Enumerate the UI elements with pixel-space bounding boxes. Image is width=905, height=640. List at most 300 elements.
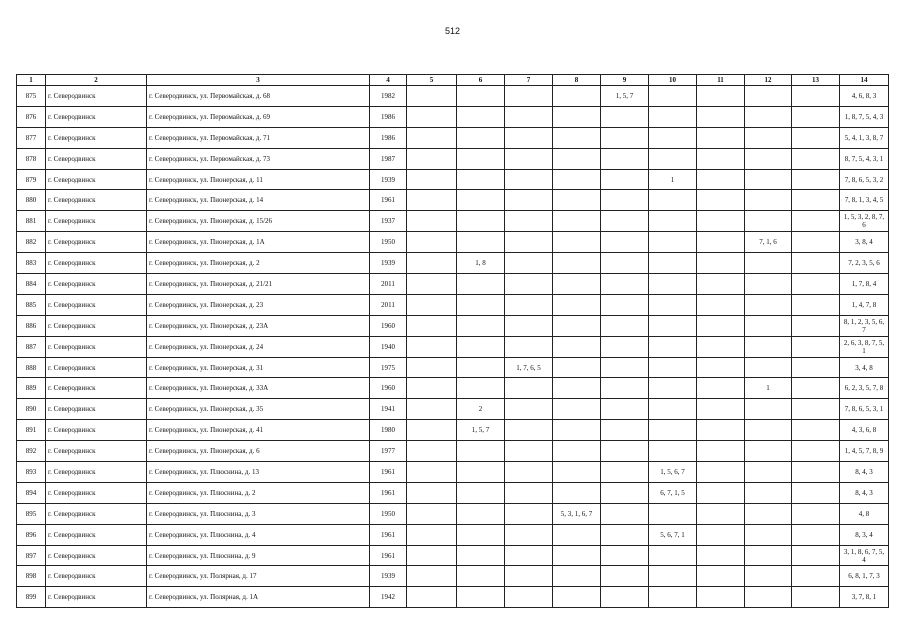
col8-cell: [553, 106, 601, 127]
city-cell: г. Северодвинск: [46, 190, 147, 211]
col11-cell: [697, 524, 745, 545]
col13-cell: [792, 399, 840, 420]
table-row: [17, 378, 889, 399]
col5-cell: [407, 253, 457, 274]
col10-cell: [649, 566, 697, 587]
col5-cell: [407, 232, 457, 253]
col14-cell: 3, 8, 4: [840, 232, 889, 253]
col12-cell: [745, 482, 792, 503]
col9-cell: [601, 482, 649, 503]
col7-cell: [505, 232, 553, 253]
col5-cell: [407, 378, 457, 399]
col12-cell: [745, 253, 792, 274]
address-cell: г. Северодвинск, ул. Первомайская, д. 71: [147, 127, 370, 148]
address-cell: г. Северодвинск, ул. Плюснина, д. 4: [147, 524, 370, 545]
table-row: [17, 399, 889, 420]
col6-cell: [457, 378, 505, 399]
col14-cell: 4, 6, 8, 3: [840, 86, 889, 107]
col14-cell: 8, 1, 2, 3, 5, 6, 7: [840, 315, 889, 336]
column-header: 4: [370, 75, 407, 86]
address-cell: г. Северодвинск, ул. Пионерская, д. 33А: [147, 378, 370, 399]
year-cell: 1961: [370, 524, 407, 545]
city-cell: г. Северодвинск: [46, 357, 147, 378]
col14-cell: 8, 3, 4: [840, 524, 889, 545]
address-cell: г. Северодвинск, ул. Пионерская, д. 1А: [147, 232, 370, 253]
table-row: [17, 545, 889, 566]
col6-cell: [457, 482, 505, 503]
col9-cell: [601, 462, 649, 483]
col10-cell: [649, 441, 697, 462]
col12-cell: [745, 545, 792, 566]
col8-cell: [553, 190, 601, 211]
row-number: 891: [17, 420, 46, 441]
row-number: 892: [17, 441, 46, 462]
col6-cell: 1, 8: [457, 253, 505, 274]
city-cell: г. Северодвинск: [46, 294, 147, 315]
row-number: 876: [17, 106, 46, 127]
col8-cell: [553, 378, 601, 399]
city-cell: г. Северодвинск: [46, 420, 147, 441]
row-number: 884: [17, 274, 46, 295]
col9-cell: 1, 5, 7: [601, 86, 649, 107]
col8-cell: [553, 211, 601, 232]
row-number: 885: [17, 294, 46, 315]
col6-cell: [457, 503, 505, 524]
table-row: [17, 441, 889, 462]
col12-cell: [745, 274, 792, 295]
col9-cell: [601, 106, 649, 127]
row-number: 897: [17, 545, 46, 566]
city-cell: г. Северодвинск: [46, 127, 147, 148]
col12-cell: [745, 315, 792, 336]
col8-cell: [553, 399, 601, 420]
col9-cell: [601, 127, 649, 148]
col13-cell: [792, 106, 840, 127]
row-number: 875: [17, 86, 46, 107]
col7-cell: [505, 211, 553, 232]
row-number: 894: [17, 482, 46, 503]
table-row: [17, 503, 889, 524]
col9-cell: [601, 503, 649, 524]
year-cell: 1975: [370, 357, 407, 378]
col8-cell: [553, 336, 601, 357]
col8-cell: [553, 462, 601, 483]
col6-cell: [457, 86, 505, 107]
col8-cell: [553, 441, 601, 462]
col10-cell: [649, 148, 697, 169]
year-cell: 1950: [370, 232, 407, 253]
table-row: [17, 587, 889, 608]
col7-cell: [505, 420, 553, 441]
col10-cell: 1, 5, 6, 7: [649, 462, 697, 483]
col5-cell: [407, 106, 457, 127]
col6-cell: [457, 524, 505, 545]
table-row: [17, 315, 889, 336]
table-row: [17, 566, 889, 587]
col6-cell: 2: [457, 399, 505, 420]
column-header: 8: [553, 75, 601, 86]
col14-cell: 1, 4, 7, 8: [840, 294, 889, 315]
row-number: 887: [17, 336, 46, 357]
col10-cell: [649, 253, 697, 274]
col14-cell: 6, 2, 3, 5, 7, 8: [840, 378, 889, 399]
row-number: 889: [17, 378, 46, 399]
col8-cell: [553, 274, 601, 295]
col7-cell: [505, 545, 553, 566]
address-cell: г. Северодвинск, ул. Пионерская, д. 2: [147, 253, 370, 274]
col5-cell: [407, 399, 457, 420]
table-row: [17, 336, 889, 357]
row-number: 881: [17, 211, 46, 232]
year-cell: 1977: [370, 441, 407, 462]
col6-cell: [457, 441, 505, 462]
year-cell: 1982: [370, 86, 407, 107]
col6-cell: [457, 587, 505, 608]
col10-cell: [649, 274, 697, 295]
city-cell: г. Северодвинск: [46, 545, 147, 566]
col14-cell: 5, 4, 1, 3, 8, 7: [840, 127, 889, 148]
col7-cell: [505, 315, 553, 336]
col7-cell: [505, 399, 553, 420]
city-cell: г. Северодвинск: [46, 587, 147, 608]
city-cell: г. Северодвинск: [46, 441, 147, 462]
col10-cell: [649, 420, 697, 441]
row-number: 878: [17, 148, 46, 169]
address-cell: г. Северодвинск, ул. Первомайская, д. 73: [147, 148, 370, 169]
col12-cell: [745, 503, 792, 524]
col7-cell: [505, 148, 553, 169]
city-cell: г. Северодвинск: [46, 106, 147, 127]
col11-cell: [697, 566, 745, 587]
col5-cell: [407, 357, 457, 378]
col10-cell: [649, 211, 697, 232]
table-row: [17, 106, 889, 127]
col14-cell: 6, 8, 1, 7, 3: [840, 566, 889, 587]
col7-cell: [505, 587, 553, 608]
col11-cell: [697, 482, 745, 503]
city-cell: г. Северодвинск: [46, 232, 147, 253]
col5-cell: [407, 169, 457, 190]
col6-cell: [457, 274, 505, 295]
year-cell: 1941: [370, 399, 407, 420]
col10-cell: 1: [649, 169, 697, 190]
row-number: 888: [17, 357, 46, 378]
col8-cell: [553, 357, 601, 378]
col10-cell: [649, 503, 697, 524]
col5-cell: [407, 86, 457, 107]
row-number: 895: [17, 503, 46, 524]
col8-cell: [553, 524, 601, 545]
col5-cell: [407, 294, 457, 315]
col14-cell: 8, 7, 5, 4, 3, 1: [840, 148, 889, 169]
table-row: [17, 211, 889, 232]
col12-cell: [745, 106, 792, 127]
col10-cell: [649, 315, 697, 336]
table-row: [17, 169, 889, 190]
year-cell: 1960: [370, 378, 407, 399]
col12-cell: [745, 441, 792, 462]
col12-cell: [745, 357, 792, 378]
col8-cell: [553, 482, 601, 503]
col5-cell: [407, 315, 457, 336]
col14-cell: 3, 4, 8: [840, 357, 889, 378]
col13-cell: [792, 378, 840, 399]
col12-cell: [745, 169, 792, 190]
col8-cell: [553, 169, 601, 190]
col6-cell: [457, 294, 505, 315]
col5-cell: [407, 587, 457, 608]
col14-cell: 2, 6, 3, 8, 7, 5, 1: [840, 336, 889, 357]
col9-cell: [601, 169, 649, 190]
city-cell: г. Северодвинск: [46, 566, 147, 587]
col7-cell: [505, 294, 553, 315]
col10-cell: [649, 399, 697, 420]
table-row: [17, 462, 889, 483]
col13-cell: [792, 566, 840, 587]
col6-cell: [457, 357, 505, 378]
col5-cell: [407, 127, 457, 148]
col5-cell: [407, 148, 457, 169]
city-cell: г. Северодвинск: [46, 482, 147, 503]
column-header: 3: [147, 75, 370, 86]
col7-cell: [505, 462, 553, 483]
col7-cell: [505, 127, 553, 148]
year-cell: 1986: [370, 127, 407, 148]
year-cell: 1961: [370, 190, 407, 211]
col8-cell: [553, 148, 601, 169]
year-cell: 1939: [370, 169, 407, 190]
col9-cell: [601, 399, 649, 420]
column-header: 9: [601, 75, 649, 86]
col12-cell: [745, 211, 792, 232]
col11-cell: [697, 148, 745, 169]
col12-cell: [745, 462, 792, 483]
year-cell: 2011: [370, 274, 407, 295]
col5-cell: [407, 274, 457, 295]
col7-cell: [505, 86, 553, 107]
col7-cell: [505, 253, 553, 274]
col9-cell: [601, 441, 649, 462]
col11-cell: [697, 169, 745, 190]
address-cell: г. Северодвинск, ул. Пионерская, д. 21/21: [147, 274, 370, 295]
col9-cell: [601, 315, 649, 336]
row-number: 883: [17, 253, 46, 274]
col9-cell: [601, 420, 649, 441]
column-header: 6: [457, 75, 505, 86]
col11-cell: [697, 462, 745, 483]
col9-cell: [601, 587, 649, 608]
city-cell: г. Северодвинск: [46, 148, 147, 169]
column-header: 1: [17, 75, 46, 86]
table-row: [17, 190, 889, 211]
col9-cell: [601, 357, 649, 378]
col14-cell: 7, 8, 6, 5, 3, 2: [840, 169, 889, 190]
col7-cell: [505, 106, 553, 127]
row-number: 893: [17, 462, 46, 483]
row-number: 899: [17, 587, 46, 608]
year-cell: 1939: [370, 253, 407, 274]
col12-cell: 7, 1, 6: [745, 232, 792, 253]
col13-cell: [792, 211, 840, 232]
col10-cell: [649, 127, 697, 148]
address-cell: г. Северодвинск, ул. Плюснина, д. 2: [147, 482, 370, 503]
row-number: 890: [17, 399, 46, 420]
col7-cell: [505, 169, 553, 190]
col13-cell: [792, 420, 840, 441]
year-cell: 1987: [370, 148, 407, 169]
col5-cell: [407, 482, 457, 503]
col9-cell: [601, 253, 649, 274]
col13-cell: [792, 148, 840, 169]
col8-cell: [553, 253, 601, 274]
col11-cell: [697, 357, 745, 378]
col9-cell: [601, 232, 649, 253]
city-cell: г. Северодвинск: [46, 315, 147, 336]
col9-cell: [601, 378, 649, 399]
col6-cell: [457, 127, 505, 148]
table-row: [17, 274, 889, 295]
col12-cell: [745, 127, 792, 148]
col10-cell: [649, 357, 697, 378]
col12-cell: [745, 294, 792, 315]
table-row: [17, 357, 889, 378]
address-cell: г. Северодвинск, ул. Полярная, д. 1А: [147, 587, 370, 608]
col13-cell: [792, 86, 840, 107]
col9-cell: [601, 524, 649, 545]
city-cell: г. Северодвинск: [46, 211, 147, 232]
col11-cell: [697, 294, 745, 315]
address-cell: г. Северодвинск, ул. Пионерская, д. 11: [147, 169, 370, 190]
address-cell: г. Северодвинск, ул. Пионерская, д. 41: [147, 420, 370, 441]
col14-cell: 8, 4, 3: [840, 462, 889, 483]
col14-cell: 1, 7, 8, 4: [840, 274, 889, 295]
col8-cell: [553, 232, 601, 253]
col11-cell: [697, 545, 745, 566]
col6-cell: [457, 211, 505, 232]
year-cell: 1937: [370, 211, 407, 232]
col13-cell: [792, 441, 840, 462]
col11-cell: [697, 587, 745, 608]
city-cell: г. Северодвинск: [46, 274, 147, 295]
col10-cell: [649, 587, 697, 608]
col13-cell: [792, 253, 840, 274]
col9-cell: [601, 566, 649, 587]
city-cell: г. Северодвинск: [46, 399, 147, 420]
col5-cell: [407, 211, 457, 232]
col11-cell: [697, 253, 745, 274]
col8-cell: [553, 420, 601, 441]
col13-cell: [792, 274, 840, 295]
col6-cell: [457, 462, 505, 483]
year-cell: 1961: [370, 545, 407, 566]
col12-cell: [745, 399, 792, 420]
col14-cell: 1, 5, 3, 2, 8, 7, 6: [840, 211, 889, 232]
row-number: 879: [17, 169, 46, 190]
col7-cell: [505, 336, 553, 357]
col11-cell: [697, 420, 745, 441]
col11-cell: [697, 86, 745, 107]
col13-cell: [792, 232, 840, 253]
col10-cell: [649, 86, 697, 107]
col5-cell: [407, 524, 457, 545]
city-cell: г. Северодвинск: [46, 378, 147, 399]
col9-cell: [601, 294, 649, 315]
year-cell: 1961: [370, 462, 407, 483]
col5-cell: [407, 545, 457, 566]
col10-cell: 5, 6, 7, 1: [649, 524, 697, 545]
col7-cell: 1, 7, 6, 5: [505, 357, 553, 378]
year-cell: 1980: [370, 420, 407, 441]
row-number: 877: [17, 127, 46, 148]
col8-cell: [553, 566, 601, 587]
col7-cell: [505, 566, 553, 587]
col9-cell: [601, 336, 649, 357]
address-cell: г. Северодвинск, ул. Пионерская, д. 15/26: [147, 211, 370, 232]
column-header: 14: [840, 75, 889, 86]
address-cell: г. Северодвинск, ул. Пионерская, д. 35: [147, 399, 370, 420]
register-table: [16, 74, 889, 608]
table-row: [17, 524, 889, 545]
address-cell: г. Северодвинск, ул. Плюснина, д. 3: [147, 503, 370, 524]
col11-cell: [697, 106, 745, 127]
col13-cell: [792, 127, 840, 148]
col11-cell: [697, 378, 745, 399]
col13-cell: [792, 587, 840, 608]
col7-cell: [505, 441, 553, 462]
col8-cell: [553, 587, 601, 608]
col12-cell: 1: [745, 378, 792, 399]
col14-cell: 1, 8, 7, 5, 4, 3: [840, 106, 889, 127]
col14-cell: 4, 8: [840, 503, 889, 524]
col12-cell: [745, 587, 792, 608]
col11-cell: [697, 274, 745, 295]
address-cell: г. Северодвинск, ул. Плюснина, д. 9: [147, 545, 370, 566]
col11-cell: [697, 336, 745, 357]
table-row: [17, 127, 889, 148]
year-cell: 1940: [370, 336, 407, 357]
table-row: [17, 482, 889, 503]
col11-cell: [697, 441, 745, 462]
row-number: 896: [17, 524, 46, 545]
col13-cell: [792, 336, 840, 357]
year-cell: 2011: [370, 294, 407, 315]
header-row: [17, 75, 889, 86]
address-cell: г. Северодвинск, ул. Пионерская, д. 31: [147, 357, 370, 378]
col5-cell: [407, 420, 457, 441]
table-body: [17, 86, 889, 608]
col14-cell: 7, 2, 3, 5, 6: [840, 253, 889, 274]
col6-cell: [457, 169, 505, 190]
address-cell: г. Северодвинск, ул. Первомайская, д. 69: [147, 106, 370, 127]
col11-cell: [697, 211, 745, 232]
col14-cell: 4, 3, 6, 8: [840, 420, 889, 441]
table-row: [17, 294, 889, 315]
year-cell: 1961: [370, 482, 407, 503]
col13-cell: [792, 169, 840, 190]
col7-cell: [505, 482, 553, 503]
year-cell: 1960: [370, 315, 407, 336]
col6-cell: [457, 106, 505, 127]
city-cell: г. Северодвинск: [46, 462, 147, 483]
col10-cell: [649, 106, 697, 127]
col14-cell: 7, 8, 6, 5, 3, 1: [840, 399, 889, 420]
col7-cell: [505, 190, 553, 211]
city-cell: г. Северодвинск: [46, 524, 147, 545]
column-header: 12: [745, 75, 792, 86]
col13-cell: [792, 357, 840, 378]
col11-cell: [697, 232, 745, 253]
col14-cell: 1, 4, 5, 7, 8, 9: [840, 441, 889, 462]
